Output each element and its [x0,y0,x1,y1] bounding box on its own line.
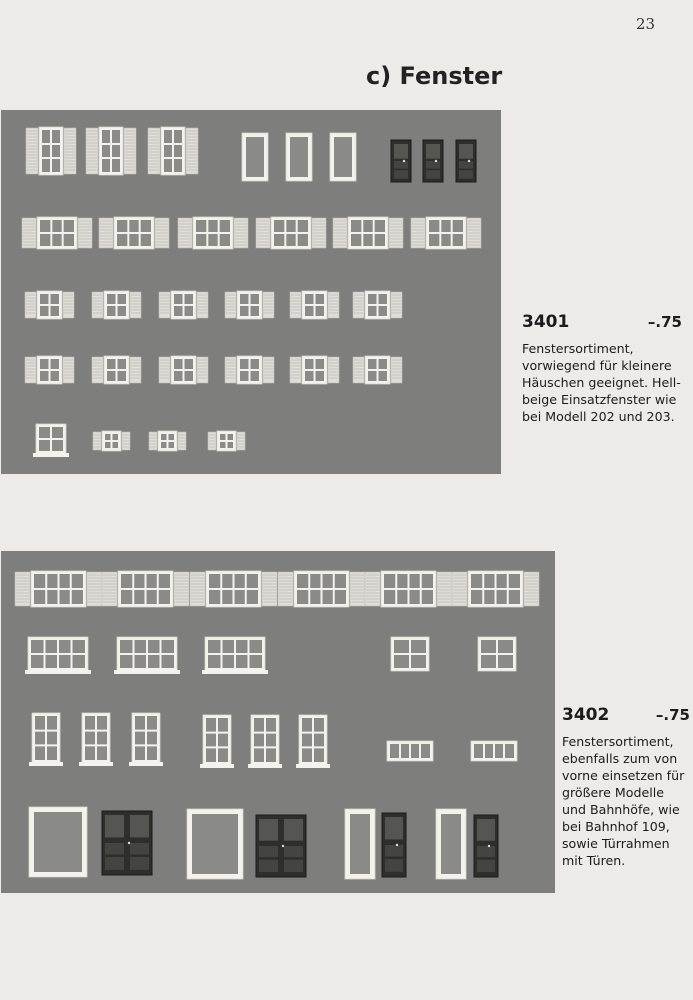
product-description: Fenstersortiment, ebenfalls zum von vorne einsetzen für größere Modelle und Bahnhöfe, wie bei Bahnhof 109, sowie Türrahmen mit Türen. [562,734,685,868]
window-part [93,431,130,451]
product-price: –.75 [647,313,682,331]
window-part [242,133,268,181]
photo-3401-windows [1,110,501,474]
window-part [25,356,74,384]
window-part [333,217,403,249]
window-part [33,424,69,457]
window-part [208,431,245,451]
window-part [26,127,76,175]
product-entry-3401 [522,312,682,425]
window-part [129,713,163,766]
window-part [382,813,406,877]
window-part [25,637,91,674]
window-part [452,571,539,607]
window-part [423,140,443,182]
window-part [474,815,498,877]
window-part [86,127,136,175]
window-part [330,133,356,181]
window-part [353,356,402,384]
window-part [225,291,274,319]
window-part [202,637,268,674]
window-part [178,217,248,249]
photo-3402-windows [1,551,555,893]
page-number: 23 [636,15,656,33]
window-part [114,637,180,674]
window-part [278,571,365,607]
window-part [99,217,169,249]
window-part [290,291,339,319]
window-part [286,133,312,181]
window-part [471,741,517,761]
product-entry-3402 [562,705,690,869]
window-part [29,807,87,877]
window-part [200,715,234,768]
window-part [92,356,141,384]
window-part [22,217,92,249]
product-description: Fenstersortiment, vorwiegend für kleinere Häuschen geeignet. Hell-beige Einsatzfenster wie bei Modell 202 und 203. [522,341,681,424]
window-part [391,140,411,182]
window-part [256,217,326,249]
window-part [478,637,516,671]
window-part [79,713,113,766]
window-part [387,741,433,761]
window-part [25,291,74,319]
product-photo-3401 [1,110,501,474]
window-part [15,571,102,607]
window-part [148,127,198,175]
section-title: c) Fenster [366,62,503,90]
window-part [290,356,339,384]
window-part [353,291,402,319]
window-part [102,811,152,875]
window-part [187,809,243,879]
window-part [159,356,208,384]
window-part [190,571,277,607]
product-photo-3402 [1,551,555,893]
product-price: –.75 [655,706,690,724]
window-part [391,637,429,671]
window-part [456,140,476,182]
window-part [365,571,452,607]
window-part [102,571,189,607]
product-number: 3401 [522,312,570,332]
window-part [345,809,375,879]
window-part [149,431,186,451]
window-part [92,291,141,319]
product-number: 3402 [562,705,610,725]
window-part [256,815,306,877]
window-part [296,715,330,768]
window-part [436,809,466,879]
window-part [248,715,282,768]
window-part [29,713,63,766]
window-part [225,356,274,384]
window-part [159,291,208,319]
window-part [411,217,481,249]
